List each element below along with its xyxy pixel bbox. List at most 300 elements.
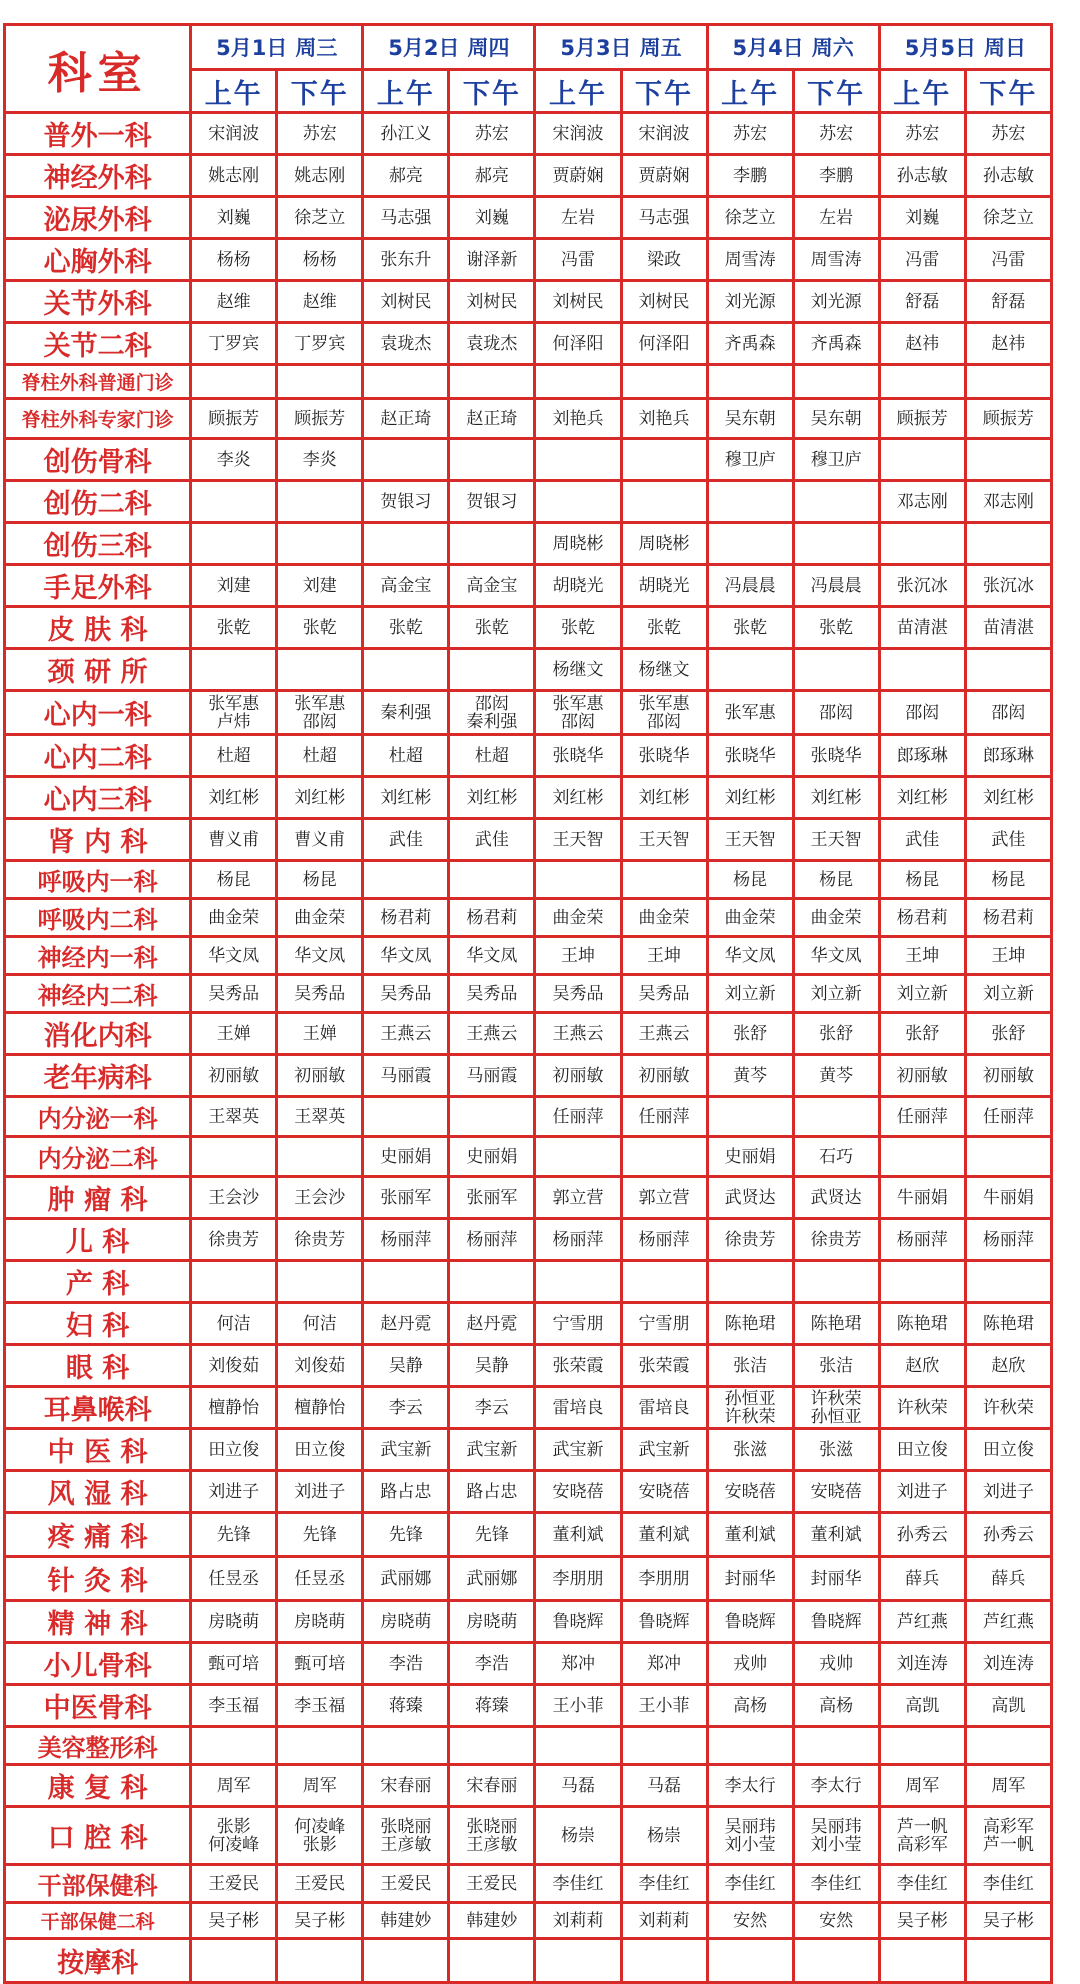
doctor-cell: 周军 xyxy=(879,1765,965,1807)
doctor-cell: 姚志刚 xyxy=(277,155,363,197)
doctor-cell: 冯晨晨 xyxy=(707,565,793,607)
doctor-cell xyxy=(277,1939,363,1983)
doctor-cell: 史丽娟 xyxy=(363,1137,449,1177)
doctor-cell: 张乾 xyxy=(363,607,449,649)
doctor-cell: 武佳 xyxy=(965,819,1051,861)
doctor-cell: 高杨 xyxy=(793,1685,879,1727)
day-header xyxy=(535,25,707,70)
doctor-cell: 刘进子 xyxy=(965,1471,1051,1513)
doctor-cell: 高彩军 芦一帆 xyxy=(965,1807,1051,1865)
doctor-cell: 苗清湛 xyxy=(965,607,1051,649)
doctor-cell: 高金宝 xyxy=(363,565,449,607)
doctor-cell: 檀静怡 xyxy=(191,1387,277,1429)
doctor-cell: 房晓萌 xyxy=(277,1601,363,1643)
doctor-cell: 郝亮 xyxy=(449,155,535,197)
doctor-cell xyxy=(449,1727,535,1765)
doctor-cell: 雷培良 xyxy=(535,1387,621,1429)
doctor-cell: 吴子彬 xyxy=(191,1903,277,1939)
doctor-cell: 马志强 xyxy=(621,197,707,239)
doctor-cell: 张乾 xyxy=(707,607,793,649)
doctor-cell: 安晓蓓 xyxy=(793,1471,879,1513)
doctor-cell: 李朋朋 xyxy=(535,1557,621,1601)
doctor-cell: 张洁 xyxy=(793,1345,879,1387)
department-name: 精 神 科 xyxy=(5,1601,191,1643)
doctor-cell xyxy=(793,649,879,691)
doctor-cell: 刘立新 xyxy=(965,975,1051,1013)
doctor-cell: 苏宏 xyxy=(277,113,363,155)
doctor-cell: 张乾 xyxy=(191,607,277,649)
day-weekday: 周四 xyxy=(467,36,510,60)
table-row xyxy=(5,1807,1052,1865)
doctor-cell xyxy=(707,1727,793,1765)
doctor-cell: 孙志敏 xyxy=(965,155,1051,197)
department-name: 儿 科 xyxy=(5,1219,191,1261)
doctor-cell xyxy=(621,481,707,523)
doctor-cell xyxy=(879,1137,965,1177)
department-name: 神经外科 xyxy=(5,155,191,197)
doctor-cell: 吴秀品 xyxy=(191,975,277,1013)
doctor-cell: 李云 xyxy=(449,1387,535,1429)
doctor-cell: 杨昆 xyxy=(965,861,1051,899)
doctor-cell xyxy=(363,1727,449,1765)
department-name: 颈 研 所 xyxy=(5,649,191,691)
table-row xyxy=(5,281,1052,323)
doctor-cell: 王小菲 xyxy=(621,1685,707,1727)
doctor-cell: 李佳红 xyxy=(621,1865,707,1903)
doctor-cell: 甄可培 xyxy=(191,1643,277,1685)
doctor-cell xyxy=(191,1939,277,1983)
department-name: 针 灸 科 xyxy=(5,1557,191,1601)
doctor-cell: 吴秀品 xyxy=(277,975,363,1013)
doctor-cell: 高杨 xyxy=(707,1685,793,1727)
doctor-cell xyxy=(707,649,793,691)
doctor-cell: 杨继文 xyxy=(621,649,707,691)
doctor-cell: 牛丽娟 xyxy=(965,1177,1051,1219)
doctor-cell: 杜超 xyxy=(449,735,535,777)
doctor-cell: 曲金荣 xyxy=(191,899,277,937)
day-weekday: 周六 xyxy=(811,36,854,60)
doctor-cell: 王坤 xyxy=(879,937,965,975)
table-row xyxy=(5,113,1052,155)
doctor-cell: 刘树民 xyxy=(535,281,621,323)
doctor-cell xyxy=(191,481,277,523)
doctor-cell: 张军惠 邵闳 xyxy=(621,691,707,735)
day-weekday: 周日 xyxy=(983,36,1026,60)
doctor-cell xyxy=(707,523,793,565)
doctor-cell: 杨昆 xyxy=(191,861,277,899)
doctor-cell: 孙江义 xyxy=(363,113,449,155)
doctor-cell: 曲金荣 xyxy=(535,899,621,937)
doctor-cell xyxy=(449,649,535,691)
doctor-cell: 周军 xyxy=(965,1765,1051,1807)
doctor-cell: 刘进子 xyxy=(277,1471,363,1513)
table-row xyxy=(5,439,1052,481)
doctor-cell: 郭立营 xyxy=(621,1177,707,1219)
doctor-cell xyxy=(535,365,621,399)
doctor-cell: 张荣霞 xyxy=(535,1345,621,1387)
doctor-cell: 王天智 xyxy=(793,819,879,861)
doctor-cell: 高凯 xyxy=(879,1685,965,1727)
doctor-cell: 吴东朝 xyxy=(793,399,879,439)
doctor-cell: 穆卫庐 xyxy=(793,439,879,481)
doctor-cell: 何泽阳 xyxy=(535,323,621,365)
doctor-cell: 吴东朝 xyxy=(707,399,793,439)
afternoon-header: 下午 xyxy=(965,70,1051,113)
doctor-cell: 王坤 xyxy=(535,937,621,975)
doctor-cell: 秦利强 xyxy=(363,691,449,735)
day-weekday: 周三 xyxy=(295,36,338,60)
doctor-cell: 吴静 xyxy=(363,1345,449,1387)
doctor-cell: 张军惠 邵闳 xyxy=(535,691,621,735)
doctor-cell: 曲金荣 xyxy=(277,899,363,937)
doctor-cell: 李朋朋 xyxy=(621,1557,707,1601)
doctor-cell: 张东升 xyxy=(363,239,449,281)
doctor-cell: 宋润波 xyxy=(621,113,707,155)
doctor-cell xyxy=(793,1939,879,1983)
doctor-cell: 马丽霞 xyxy=(363,1055,449,1097)
doctor-cell: 任丽萍 xyxy=(965,1097,1051,1137)
table-row xyxy=(5,1865,1052,1903)
doctor-cell: 郝亮 xyxy=(363,155,449,197)
doctor-cell: 雷培良 xyxy=(621,1387,707,1429)
doctor-cell: 刘立新 xyxy=(707,975,793,1013)
doctor-cell xyxy=(363,861,449,899)
doctor-cell: 高凯 xyxy=(965,1685,1051,1727)
doctor-cell: 初丽敏 xyxy=(191,1055,277,1097)
doctor-cell: 吴子彬 xyxy=(277,1903,363,1939)
department-name: 干部保健科 xyxy=(5,1865,191,1903)
department-name: 神经内一科 xyxy=(5,937,191,975)
day-date: 5月3日 xyxy=(560,36,632,60)
doctor-cell xyxy=(363,365,449,399)
doctor-cell: 刘巍 xyxy=(879,197,965,239)
department-name: 中医骨科 xyxy=(5,1685,191,1727)
doctor-cell xyxy=(535,1939,621,1983)
doctor-cell: 刘连涛 xyxy=(965,1643,1051,1685)
doctor-cell: 徐芝立 xyxy=(277,197,363,239)
doctor-cell: 刘红彬 xyxy=(965,777,1051,819)
doctor-cell: 徐贵芳 xyxy=(277,1219,363,1261)
department-name: 肾 内 科 xyxy=(5,819,191,861)
table-row xyxy=(5,1601,1052,1643)
doctor-cell: 杨昆 xyxy=(793,861,879,899)
doctor-cell: 杨君莉 xyxy=(879,899,965,937)
day-header xyxy=(707,25,879,70)
doctor-cell: 吴静 xyxy=(449,1345,535,1387)
doctor-cell: 史丽娟 xyxy=(449,1137,535,1177)
doctor-cell xyxy=(191,1261,277,1303)
department-name: 中 医 科 xyxy=(5,1429,191,1471)
doctor-cell: 武宝新 xyxy=(535,1429,621,1471)
doctor-cell: 刘光源 xyxy=(793,281,879,323)
table-row xyxy=(5,1055,1052,1097)
doctor-cell: 戎帅 xyxy=(707,1643,793,1685)
doctor-cell xyxy=(965,1261,1051,1303)
doctor-cell: 王燕云 xyxy=(535,1013,621,1055)
doctor-cell: 李玉福 xyxy=(277,1685,363,1727)
doctor-cell: 舒磊 xyxy=(879,281,965,323)
table-row xyxy=(5,523,1052,565)
department-name: 风 湿 科 xyxy=(5,1471,191,1513)
doctor-cell: 吴秀品 xyxy=(449,975,535,1013)
doctor-cell: 刘莉莉 xyxy=(621,1903,707,1939)
doctor-cell xyxy=(449,439,535,481)
doctor-cell: 张丽军 xyxy=(449,1177,535,1219)
day-date: 5月1日 xyxy=(216,36,288,60)
doctor-cell: 刘红彬 xyxy=(191,777,277,819)
department-name: 皮 肤 科 xyxy=(5,607,191,649)
doctor-cell: 王婵 xyxy=(191,1013,277,1055)
doctor-cell: 郎琢琳 xyxy=(965,735,1051,777)
day-date: 5月4日 xyxy=(732,36,804,60)
doctor-cell xyxy=(879,1261,965,1303)
department-name: 呼吸内一科 xyxy=(5,861,191,899)
department-name: 普外一科 xyxy=(5,113,191,155)
doctor-cell: 张乾 xyxy=(621,607,707,649)
doctor-cell: 赵正琦 xyxy=(449,399,535,439)
doctor-cell: 蒋臻 xyxy=(449,1685,535,1727)
doctor-cell: 齐禹森 xyxy=(707,323,793,365)
doctor-cell: 孙志敏 xyxy=(879,155,965,197)
doctor-cell: 李佳红 xyxy=(965,1865,1051,1903)
table-row xyxy=(5,735,1052,777)
doctor-cell xyxy=(879,365,965,399)
doctor-cell: 赵维 xyxy=(277,281,363,323)
doctor-cell: 苏宏 xyxy=(707,113,793,155)
doctor-cell: 安晓蓓 xyxy=(621,1471,707,1513)
doctor-cell: 赵丹霓 xyxy=(363,1303,449,1345)
doctor-cell: 初丽敏 xyxy=(965,1055,1051,1097)
doctor-cell: 张晓丽 王彦敏 xyxy=(449,1807,535,1865)
table-row xyxy=(5,1471,1052,1513)
morning-header: 上午 xyxy=(363,70,449,113)
doctor-cell xyxy=(535,1137,621,1177)
doctor-cell: 黄芩 xyxy=(707,1055,793,1097)
table-row xyxy=(5,899,1052,937)
doctor-cell: 华文凤 xyxy=(277,937,363,975)
doctor-cell: 李鹏 xyxy=(793,155,879,197)
doctor-cell: 华文凤 xyxy=(449,937,535,975)
doctor-cell: 谢泽新 xyxy=(449,239,535,281)
doctor-cell: 杨君莉 xyxy=(965,899,1051,937)
doctor-cell: 韩建妙 xyxy=(363,1903,449,1939)
doctor-cell: 王翠英 xyxy=(277,1097,363,1137)
doctor-cell: 宋润波 xyxy=(535,113,621,155)
doctor-cell: 高金宝 xyxy=(449,565,535,607)
doctor-cell: 任昱丞 xyxy=(191,1557,277,1601)
doctor-cell: 杨丽萍 xyxy=(449,1219,535,1261)
doctor-cell: 刘艳兵 xyxy=(535,399,621,439)
doctor-cell: 姚志刚 xyxy=(191,155,277,197)
doctor-cell: 李炎 xyxy=(277,439,363,481)
doctor-cell: 周雪涛 xyxy=(793,239,879,281)
doctor-cell xyxy=(449,1261,535,1303)
day-weekday: 周五 xyxy=(639,36,682,60)
doctor-cell: 张丽军 xyxy=(363,1177,449,1219)
doctor-cell: 许秋荣 孙恒亚 xyxy=(793,1387,879,1429)
doctor-cell: 张晓华 xyxy=(707,735,793,777)
doctor-cell: 王天智 xyxy=(621,819,707,861)
doctor-cell: 曹义甫 xyxy=(277,819,363,861)
doctor-cell: 刘进子 xyxy=(191,1471,277,1513)
doctor-cell: 丁罗宾 xyxy=(191,323,277,365)
doctor-cell: 安晓蓓 xyxy=(535,1471,621,1513)
doctor-cell: 苗清湛 xyxy=(879,607,965,649)
table-row xyxy=(5,1013,1052,1055)
doctor-cell: 张沉冰 xyxy=(879,565,965,607)
table-row xyxy=(5,155,1052,197)
doctor-cell: 苏宏 xyxy=(449,113,535,155)
doctor-cell: 杨杨 xyxy=(277,239,363,281)
doctor-cell: 杨昆 xyxy=(277,861,363,899)
doctor-cell: 周晓彬 xyxy=(535,523,621,565)
morning-header: 上午 xyxy=(191,70,277,113)
doctor-cell: 赵丹霓 xyxy=(449,1303,535,1345)
doctor-cell xyxy=(277,481,363,523)
doctor-cell: 郑冲 xyxy=(535,1643,621,1685)
doctor-cell: 鲁晓辉 xyxy=(535,1601,621,1643)
table-row xyxy=(5,649,1052,691)
doctor-cell: 路占忠 xyxy=(363,1471,449,1513)
day-header xyxy=(363,25,535,70)
doctor-cell: 宋润波 xyxy=(191,113,277,155)
doctor-cell: 王燕云 xyxy=(363,1013,449,1055)
doctor-cell: 周军 xyxy=(277,1765,363,1807)
doctor-cell: 李佳红 xyxy=(535,1865,621,1903)
doctor-cell: 杜超 xyxy=(363,735,449,777)
doctor-cell: 胡晓光 xyxy=(621,565,707,607)
doctor-cell: 李太行 xyxy=(793,1765,879,1807)
doctor-cell: 何凌峰 张影 xyxy=(277,1807,363,1865)
doctor-cell: 左岩 xyxy=(793,197,879,239)
doctor-cell: 曹义甫 xyxy=(191,819,277,861)
table-row xyxy=(5,1177,1052,1219)
doctor-cell: 王爱民 xyxy=(277,1865,363,1903)
doctor-cell: 蒋臻 xyxy=(363,1685,449,1727)
doctor-cell: 刘建 xyxy=(277,565,363,607)
doctor-cell: 张乾 xyxy=(535,607,621,649)
department-name: 神经内二科 xyxy=(5,975,191,1013)
doctor-cell xyxy=(277,1137,363,1177)
doctor-cell: 齐禹森 xyxy=(793,323,879,365)
doctor-cell: 贾蔚娴 xyxy=(535,155,621,197)
doctor-cell xyxy=(191,365,277,399)
doctor-cell: 张滋 xyxy=(707,1429,793,1471)
doctor-cell: 曲金荣 xyxy=(793,899,879,937)
doctor-cell: 贾蔚娴 xyxy=(621,155,707,197)
doctor-cell: 韩建妙 xyxy=(449,1903,535,1939)
doctor-cell: 邓志刚 xyxy=(879,481,965,523)
department-name: 产 科 xyxy=(5,1261,191,1303)
doctor-cell: 宁雪朋 xyxy=(621,1303,707,1345)
department-name: 老年病科 xyxy=(5,1055,191,1097)
department-name: 创伤二科 xyxy=(5,481,191,523)
doctor-cell xyxy=(363,439,449,481)
department-name: 耳鼻喉科 xyxy=(5,1387,191,1429)
table-row xyxy=(5,1387,1052,1429)
doctor-cell: 牛丽娟 xyxy=(879,1177,965,1219)
doctor-cell: 任丽萍 xyxy=(621,1097,707,1137)
doctor-cell: 芦红燕 xyxy=(965,1601,1051,1643)
doctor-cell: 刘立新 xyxy=(879,975,965,1013)
doctor-cell: 武贤达 xyxy=(707,1177,793,1219)
day-date: 5月5日 xyxy=(904,36,976,60)
doctor-cell: 王燕云 xyxy=(621,1013,707,1055)
doctor-cell xyxy=(793,1727,879,1765)
doctor-cell: 赵正琦 xyxy=(363,399,449,439)
doctor-cell xyxy=(191,1137,277,1177)
department-name: 口 腔 科 xyxy=(5,1807,191,1865)
morning-header: 上午 xyxy=(707,70,793,113)
doctor-cell: 田立俊 xyxy=(277,1429,363,1471)
doctor-cell: 初丽敏 xyxy=(879,1055,965,1097)
doctor-cell: 杨崇 xyxy=(535,1807,621,1865)
morning-header: 上午 xyxy=(535,70,621,113)
doctor-cell xyxy=(793,481,879,523)
doctor-cell: 刘红彬 xyxy=(535,777,621,819)
doctor-cell: 吴子彬 xyxy=(965,1903,1051,1939)
doctor-cell: 鲁晓辉 xyxy=(707,1601,793,1643)
doctor-cell: 舒磊 xyxy=(965,281,1051,323)
doctor-cell: 刘建 xyxy=(191,565,277,607)
doctor-cell: 杨杨 xyxy=(191,239,277,281)
doctor-cell: 先锋 xyxy=(363,1513,449,1557)
department-name: 创伤三科 xyxy=(5,523,191,565)
doctor-cell: 安然 xyxy=(707,1903,793,1939)
doctor-cell: 戎帅 xyxy=(793,1643,879,1685)
department-name: 妇 科 xyxy=(5,1303,191,1345)
doctor-cell: 安然 xyxy=(793,1903,879,1939)
doctor-cell xyxy=(879,1939,965,1983)
doctor-cell xyxy=(965,1939,1051,1983)
doctor-cell: 王爱民 xyxy=(191,1865,277,1903)
doctor-cell: 徐贵芳 xyxy=(793,1219,879,1261)
doctor-cell: 刘巍 xyxy=(449,197,535,239)
doctor-cell xyxy=(621,1261,707,1303)
doctor-cell: 甄可培 xyxy=(277,1643,363,1685)
doctor-cell: 马丽霞 xyxy=(449,1055,535,1097)
doctor-cell: 张晓华 xyxy=(793,735,879,777)
doctor-cell: 杨继文 xyxy=(535,649,621,691)
doctor-cell: 宋春丽 xyxy=(363,1765,449,1807)
doctor-cell xyxy=(449,1097,535,1137)
doctor-cell: 马磊 xyxy=(621,1765,707,1807)
doctor-cell: 徐贵芳 xyxy=(191,1219,277,1261)
doctor-cell: 曲金荣 xyxy=(707,899,793,937)
department-name: 肿 瘤 科 xyxy=(5,1177,191,1219)
doctor-cell: 檀静怡 xyxy=(277,1387,363,1429)
doctor-cell xyxy=(277,523,363,565)
doctor-cell xyxy=(535,439,621,481)
doctor-cell: 吴丽玮 刘小莹 xyxy=(793,1807,879,1865)
doctor-cell: 张军惠 卢炜 xyxy=(191,691,277,735)
doctor-cell xyxy=(535,861,621,899)
doctor-cell xyxy=(363,523,449,565)
doctor-cell: 吴秀品 xyxy=(363,975,449,1013)
doctor-cell: 赵欣 xyxy=(879,1345,965,1387)
doctor-cell: 郑冲 xyxy=(621,1643,707,1685)
doctor-cell xyxy=(879,523,965,565)
table-row xyxy=(5,1513,1052,1557)
doctor-cell: 华文凤 xyxy=(707,937,793,975)
doctor-cell: 袁珑杰 xyxy=(363,323,449,365)
doctor-cell: 张晓丽 王彦敏 xyxy=(363,1807,449,1865)
table-row xyxy=(5,1137,1052,1177)
doctor-cell: 胡晓光 xyxy=(535,565,621,607)
doctor-cell: 刘红彬 xyxy=(879,777,965,819)
doctor-cell: 徐芝立 xyxy=(707,197,793,239)
doctor-cell: 刘光源 xyxy=(707,281,793,323)
